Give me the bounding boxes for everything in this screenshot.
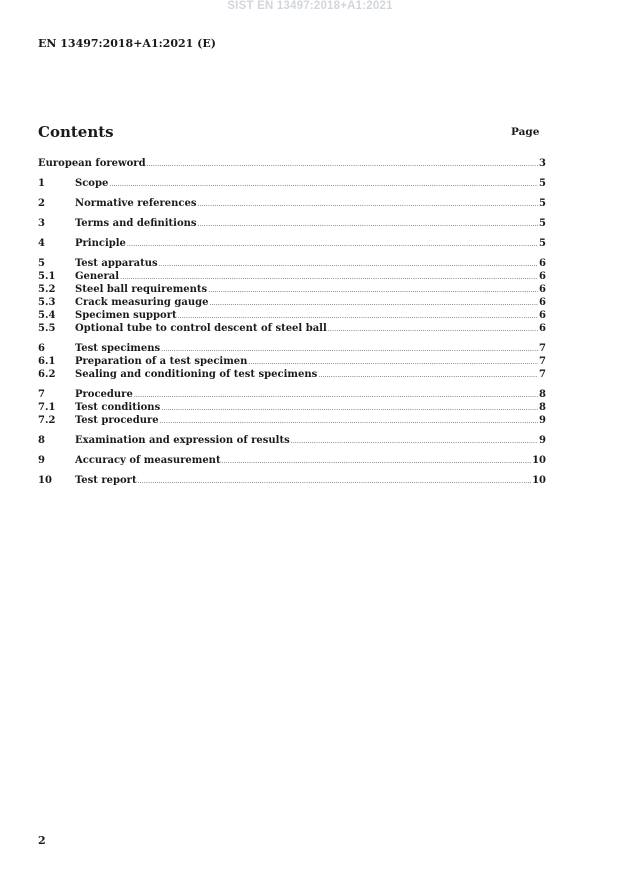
toc-entry-title: Steel ball requirements — [75, 284, 208, 295]
toc-entry-page: 7 — [539, 356, 546, 367]
toc-entry-page: 10 — [532, 475, 546, 486]
toc-entry-page: 3 — [539, 158, 546, 169]
dot-leader — [318, 369, 538, 382]
toc-entry-page: 6 — [539, 310, 546, 321]
toc-entry-number: 4 — [38, 238, 45, 249]
toc-entry-title: Accuracy of measurement — [75, 455, 221, 466]
toc-entry-number: 1 — [38, 178, 45, 189]
dot-leader — [208, 284, 538, 297]
toc-entry-number: 2 — [38, 198, 45, 209]
toc-entry-number: 7.2 — [38, 415, 56, 426]
toc-entry-page: 6 — [539, 297, 546, 308]
dot-leader — [198, 198, 539, 211]
toc-entry-title: Test conditions — [75, 402, 161, 413]
dot-leader — [147, 158, 538, 171]
page-number: 2 — [38, 834, 46, 847]
toc-entry-number: 6.2 — [38, 369, 56, 380]
toc-entry-title: Test procedure — [75, 415, 159, 426]
toc-entry-number: 8 — [38, 435, 45, 446]
toc-entry-number: 7.1 — [38, 402, 56, 413]
page-column-label: Page — [511, 126, 540, 138]
contents-title: Contents — [38, 123, 114, 141]
toc-entry-number: 6.1 — [38, 356, 56, 367]
toc-entry[interactable] — [38, 257, 546, 270]
toc-entry[interactable] — [38, 342, 546, 355]
dot-leader — [127, 238, 538, 251]
toc-entry-page: 6 — [539, 323, 546, 334]
dot-leader — [161, 402, 538, 415]
toc-entry-page: 8 — [539, 402, 546, 413]
dot-leader — [138, 475, 532, 488]
toc-entry-number: 5.2 — [38, 284, 56, 295]
toc-entry[interactable] — [38, 434, 546, 447]
toc-entry[interactable] — [38, 368, 546, 381]
toc-entry-number: 7 — [38, 389, 45, 400]
toc-entry-number: 9 — [38, 455, 45, 466]
dot-leader — [160, 415, 538, 428]
toc-entry-page: 9 — [539, 435, 546, 446]
document-id: EN 13497:2018+A1:2021 (E) — [38, 37, 216, 50]
toc-entry[interactable] — [38, 355, 546, 368]
toc-entry-page: 7 — [539, 343, 546, 354]
toc-entry[interactable] — [38, 401, 546, 414]
toc-entry-page: 6 — [539, 284, 546, 295]
toc-entry-title: Test report — [75, 475, 137, 486]
toc-entry[interactable] — [38, 237, 546, 250]
toc-entry[interactable] — [38, 309, 546, 322]
toc-entry-number: 5 — [38, 258, 45, 269]
toc-entry-number: 10 — [38, 475, 52, 486]
toc-entry[interactable] — [38, 454, 546, 467]
toc-entry-title: Test apparatus — [75, 258, 158, 269]
dot-leader — [159, 258, 538, 271]
toc-entry-title: Scope — [75, 178, 109, 189]
dot-leader — [198, 218, 539, 231]
watermark: SIST EN 13497:2018+A1:2021 — [227, 0, 393, 12]
table-of-contents — [38, 157, 546, 487]
toc-entry[interactable] — [38, 197, 546, 210]
toc-entry-number: 3 — [38, 218, 45, 229]
toc-entry-title: General — [75, 271, 120, 282]
toc-entry-page: 5 — [539, 218, 546, 229]
dot-leader — [328, 323, 538, 336]
toc-entry[interactable] — [38, 474, 546, 487]
toc-entry-page: 6 — [539, 258, 546, 269]
toc-entry-number: 5.4 — [38, 310, 56, 321]
toc-entry-page: 5 — [539, 198, 546, 209]
toc-entry[interactable] — [38, 296, 546, 309]
toc-entry-number: 5.1 — [38, 271, 56, 282]
toc-entry-title: Examination and expression of results — [75, 435, 290, 446]
toc-entry[interactable] — [38, 177, 546, 190]
toc-entry-page: 5 — [539, 178, 546, 189]
toc-entry[interactable] — [38, 217, 546, 230]
toc-entry-page: 9 — [539, 415, 546, 426]
toc-entry[interactable] — [38, 283, 546, 296]
toc-entry[interactable] — [38, 270, 546, 283]
toc-entry[interactable] — [38, 414, 546, 427]
dot-leader — [209, 297, 538, 310]
toc-entry-foreword[interactable] — [38, 157, 546, 170]
toc-entry-title: Specimen support — [75, 310, 177, 321]
toc-entry-title: Sealing and conditioning of test specimens — [75, 369, 318, 380]
toc-entry-number: 5.3 — [38, 297, 56, 308]
toc-entry-title: Terms and definitions — [75, 218, 197, 229]
dot-leader — [291, 435, 538, 448]
toc-entry-title: Test specimens — [75, 343, 161, 354]
toc-entry-page: 6 — [539, 271, 546, 282]
toc-entry[interactable] — [38, 388, 546, 401]
toc-entry-page: 10 — [532, 455, 546, 466]
toc-entry-page: 7 — [539, 369, 546, 380]
toc-entry-title: Preparation of a test specimen — [75, 356, 248, 367]
toc-entry-title: Normative references — [75, 198, 197, 209]
dot-leader — [134, 389, 538, 402]
dot-leader — [109, 178, 538, 191]
dot-leader — [222, 455, 532, 468]
toc-entry-title: European foreword — [38, 158, 146, 169]
toc-entry-number: 6 — [38, 343, 45, 354]
toc-entry-title: Crack measuring gauge — [75, 297, 209, 308]
toc-entry-title: Optional tube to control descent of steel ball — [75, 323, 327, 334]
toc-entry-title: Principle — [75, 238, 126, 249]
toc-entry-title: Procedure — [75, 389, 133, 400]
toc-entry-page: 5 — [539, 238, 546, 249]
toc-entry-number: 5.5 — [38, 323, 56, 334]
toc-entry-page: 8 — [539, 389, 546, 400]
toc-entry[interactable] — [38, 322, 546, 335]
